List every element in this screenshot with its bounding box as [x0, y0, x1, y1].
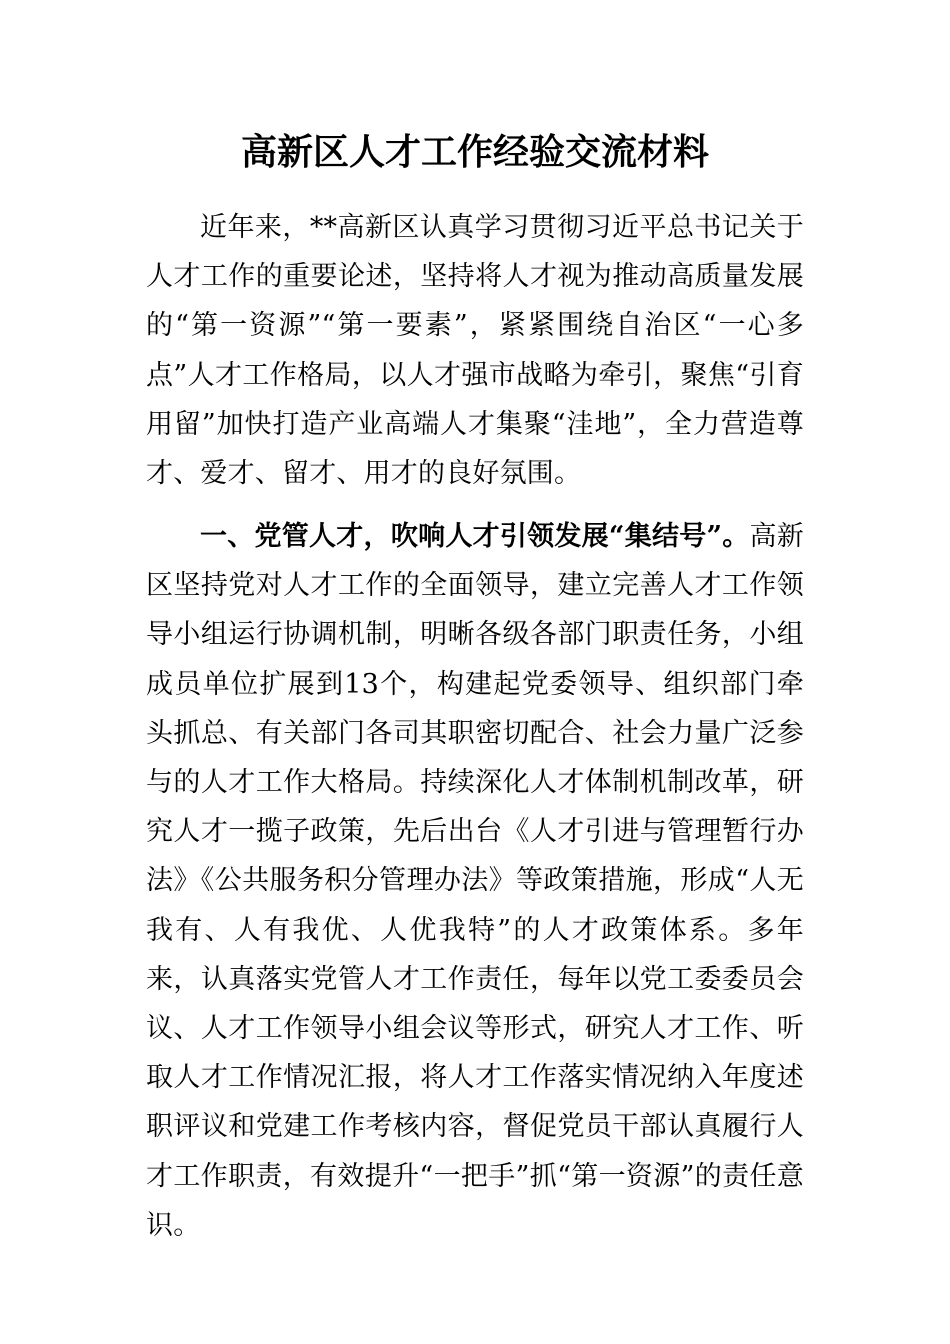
paragraph-section-1-text: 高新区坚持党对人才工作的全面领导，建立完善人才工作领导小组运行协调机制，明晰各级各部门职责任务，小组成员单位扩展到13个，构建起党委领导、组织部门牵头抓总、有关部门各司其职密切配合、社会力量广泛参与的人才工作大格局。持续深化人才体制机制改革，研究人才一揽子政策，先后出台《人才引进与管理暂行办法》《公共服务积分管理办法》等政策措施，形成“人无我有、人有我优、人优我特”的人才政策体系。多年来，认真落实党管人才工作责任，每年以党工委委员会议、人才工作领导小组会议等形式，研究人才工作、听取人才工作情况汇报，将人才工作落实情况纳入年度述职评议和党建工作考核内容，督促党员干部认真履行人才工作职责，有效提升“一把手”抓“第一资源”的责任意识。: [146, 521, 804, 1241]
paragraph-section-1: [146, 512, 804, 1250]
paragraph-intro-text: 近年来，**高新区认真学习贯彻习近平总书记关于人才工作的重要论述，坚持将人才视为推动高质量发展的“第一资源”“第一要素”，紧紧围绕自治区“一心多点”人才工作格局，以人才强市战略为牵引，聚焦“引育用留”加快打造产业高端人才集聚“洼地”，全力营造尊才、爱才、留才、用才的良好氛围。: [146, 212, 804, 490]
section-heading: 一、党管人才，吹响人才引领发展“集结号”。: [200, 521, 750, 552]
document-title: 高新区人才工作经验交流材料: [240, 131, 709, 173]
paragraph-intro: [146, 203, 804, 498]
